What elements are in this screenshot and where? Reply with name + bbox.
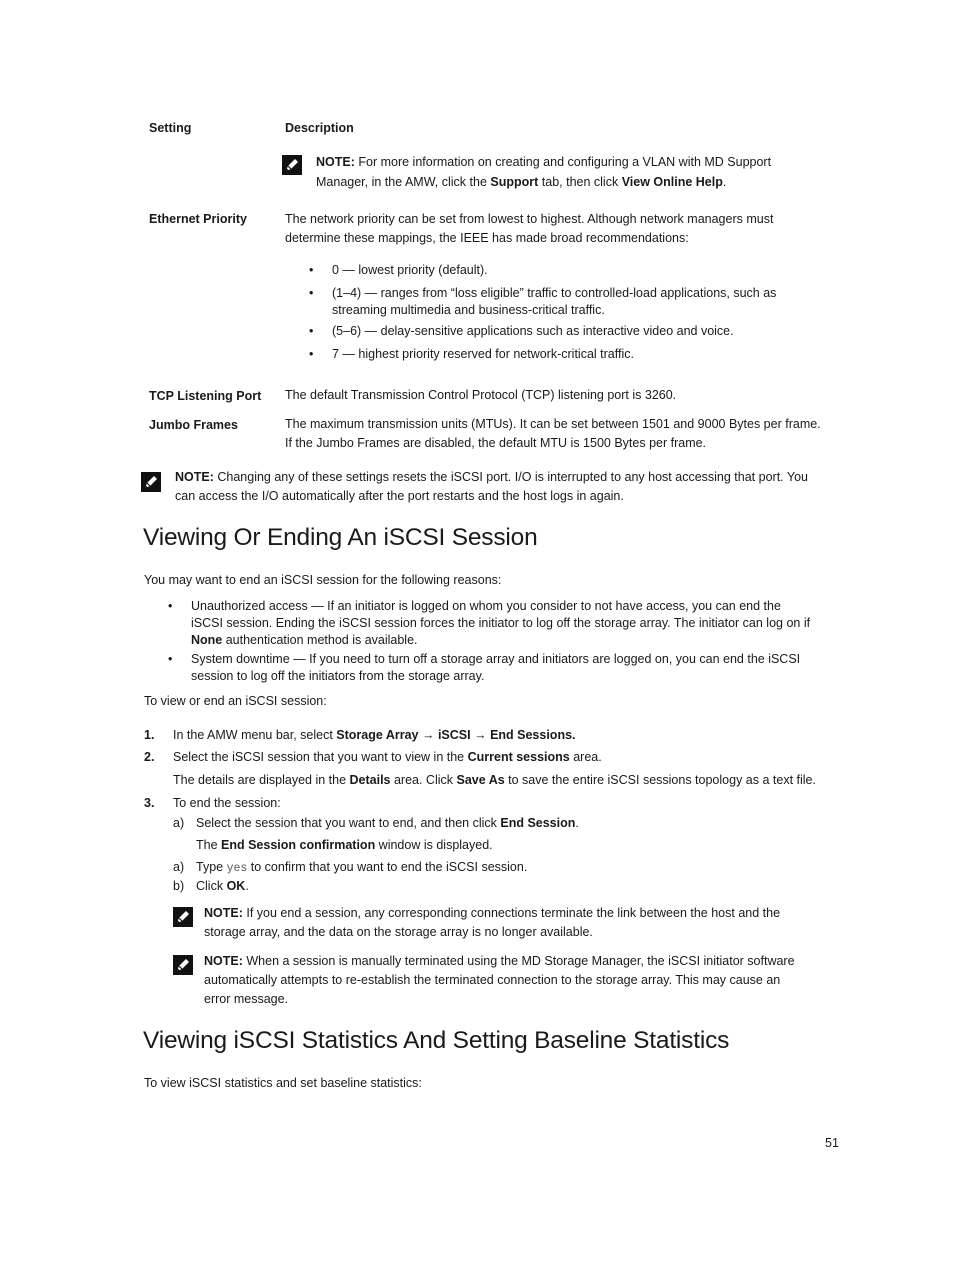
step-text: area. (569, 750, 602, 764)
setting-jumbo-frames: Jumbo Frames (149, 418, 238, 432)
reasons-list (168, 598, 848, 685)
list-item-text: 7 — highest priority reserved for network-critical traffic. (332, 347, 634, 361)
jumbo-frames-description (285, 416, 821, 452)
view-online-help-ref: View Online Help (621, 175, 723, 189)
list-item-text: Unauthorized access — If an initiator is logged on whom you consider to not have access, you can end the (191, 599, 781, 613)
step-text: . (575, 816, 579, 830)
arrow-separator: → (418, 728, 438, 742)
step-2 (173, 749, 602, 766)
list-item-text: iSCSI session. Ending the iSCSI session forces the initiator to log off the storage array. The initiator can log on if (191, 616, 811, 630)
note-text: tab, then click (538, 175, 622, 189)
end-session-confirmation-ref: End Session confirmation (221, 838, 376, 852)
step-text: area. Click (390, 773, 457, 787)
substep-label: a) (173, 816, 185, 830)
note-icon (173, 907, 193, 927)
setting-tcp-listening-port: TCP Listening Port (149, 389, 262, 403)
note-text: error message. (204, 992, 289, 1006)
note-text: can access the I/O automatically after the port restarts and the host logs in again. (175, 489, 624, 503)
step-text: . (245, 879, 249, 893)
note-text: Changing any of these settings resets the iSCSI port. I/O is interrupted to any host accessing that port. You (213, 470, 808, 484)
list-item: • System downtime — If you need to turn off a storage array and initiators are logged on, you can end the iSCSI session to log off the initiators from the storage array. (168, 651, 848, 685)
step-number: 2. (144, 750, 155, 764)
list-item-text: streaming multimedia and business-critical traffic. (332, 303, 605, 317)
substep-click-ok (196, 878, 249, 895)
step-number: 1. (144, 728, 155, 742)
substep-label: a) (173, 860, 185, 874)
ok-ref: OK (226, 879, 246, 893)
note-icon (173, 955, 193, 975)
substep-type-yes (196, 859, 527, 877)
details-area-ref: Details (349, 773, 391, 787)
priority-bullet-list (309, 262, 829, 369)
list-item-text: authentication method is available. (222, 633, 418, 647)
menu-path-iscsi: iSCSI (437, 728, 471, 742)
list-item-text: (5–6) — delay-sensitive applications such as interactive video and voice. (332, 324, 734, 338)
list-item-text: 0 — lowest priority (default). (332, 263, 488, 277)
end-session-note (204, 905, 780, 941)
menu-path-storage-array: Storage Array (336, 728, 419, 742)
note-text: Manager, in the AMW, click the (316, 175, 491, 189)
step-text: window is displayed. (375, 838, 493, 852)
step-1 (173, 727, 576, 744)
manual-termination-note (204, 953, 795, 1008)
tcp-port-description: The default Transmission Control Protocol (TCP) listening port is 3260. (285, 388, 677, 402)
step-text: to confirm that you want to end the iSCSI session. (247, 860, 528, 874)
substep-select-session (196, 815, 579, 832)
column-header-setting: Setting (149, 121, 192, 135)
list-item-text: session to log off the initiators from the storage array. (191, 669, 485, 683)
page-number: 51 (825, 1136, 839, 1150)
step-text: The (196, 838, 222, 852)
list-item: • (5–6) — delay-sensitive applications such as interactive video and voice. (309, 324, 734, 338)
procedure-intro: To view or end an iSCSI session: (144, 694, 327, 708)
column-header-description: Description (285, 121, 354, 135)
section-intro: To view iSCSI statistics and set baseline statistics: (144, 1076, 422, 1090)
step-3: To end the session: (173, 796, 281, 810)
step-text: Select the session that you want to end, and then click (196, 816, 501, 830)
step-text: In the AMW menu bar, select (173, 728, 337, 742)
substep-detail (196, 837, 493, 854)
substep-label: b) (173, 879, 185, 893)
note-text: . (722, 175, 727, 189)
menu-path-end-sessions: End Sessions. (490, 728, 576, 742)
note-text: automatically attempts to re-establish the terminated connection to the storage array. This may cause an (204, 973, 781, 987)
section-heading-iscsi-statistics: Viewing iSCSI Statistics And Setting Baseline Statistics (143, 1027, 730, 1054)
arrow-separator: → (470, 728, 491, 742)
step-text: Select the iSCSI session that you want to view in the (173, 750, 468, 764)
note-icon (282, 155, 302, 175)
step-text: The details are displayed in the (173, 773, 350, 787)
support-tab-ref: Support (490, 175, 539, 189)
step-text: to save the entire iSCSI sessions topology as a text file. (504, 773, 816, 787)
current-sessions-ref: Current sessions (467, 750, 570, 764)
note-label: NOTE: (175, 470, 214, 484)
note-icon (141, 472, 161, 492)
section-intro: You may want to end an iSCSI session for the following reasons: (144, 573, 502, 587)
section-heading-viewing-ending-session: Viewing Or Ending An iSCSI Session (143, 524, 538, 551)
step-text: Type (196, 860, 227, 874)
note-text: If you end a session, any corresponding connections terminate the link between the host and the (242, 906, 781, 920)
step-2-detail (173, 772, 816, 789)
description-line: The maximum transmission units (MTUs). It can be set between 1501 and 9000 Bytes per frame. (285, 417, 821, 431)
vlan-note (316, 154, 771, 191)
save-as-ref: Save As (456, 773, 505, 787)
list-item: • (1–4) — ranges from “loss eligible” traffic to controlled-load applications, such as streaming multimedia and business-critical traffic. (309, 286, 777, 317)
note-label: NOTE: (204, 906, 243, 920)
step-text: Click (196, 879, 227, 893)
note-text: For more information on creating and configuring a VLAN with MD Support (354, 155, 772, 169)
description-line: If the Jumbo Frames are disabled, the default MTU is 1500 Bytes per frame. (285, 436, 707, 450)
ethernet-priority-description (285, 211, 773, 247)
none-auth-ref: None (191, 633, 223, 647)
list-item-text: (1–4) — ranges from “loss eligible” traffic to controlled-load applications, such as (332, 286, 777, 300)
code-yes: yes (226, 862, 248, 875)
note-text: storage array, and the data on the storage array is no longer available. (204, 925, 593, 939)
end-session-ref: End Session (500, 816, 576, 830)
list-item-text: System downtime — If you need to turn off a storage array and initiators are logged on, you can end the iSCSI (191, 652, 801, 666)
step-number: 3. (144, 796, 155, 810)
reset-note (175, 469, 808, 505)
note-text: When a session is manually terminated using the MD Storage Manager, the iSCSI initiator software (242, 954, 795, 968)
list-item: • 0 — lowest priority (default). (309, 263, 488, 277)
setting-ethernet-priority: Ethernet Priority (149, 212, 247, 226)
note-label: NOTE: (204, 954, 243, 968)
description-line: determine these mappings, the IEEE has made broad recommendations: (285, 231, 689, 245)
list-item: • 7 — highest priority reserved for network-critical traffic. (309, 347, 634, 361)
description-line: The network priority can be set from lowest to highest. Although network managers must (285, 212, 774, 226)
list-item: • Unauthorized access — If an initiator is logged on whom you consider to not have access, you can end the iSCSI session. Ending the iSCSI session forces the initiator to log off the storage array. The initiator can log on if None authentication method is available. (168, 598, 848, 649)
note-label: NOTE: (316, 155, 355, 169)
